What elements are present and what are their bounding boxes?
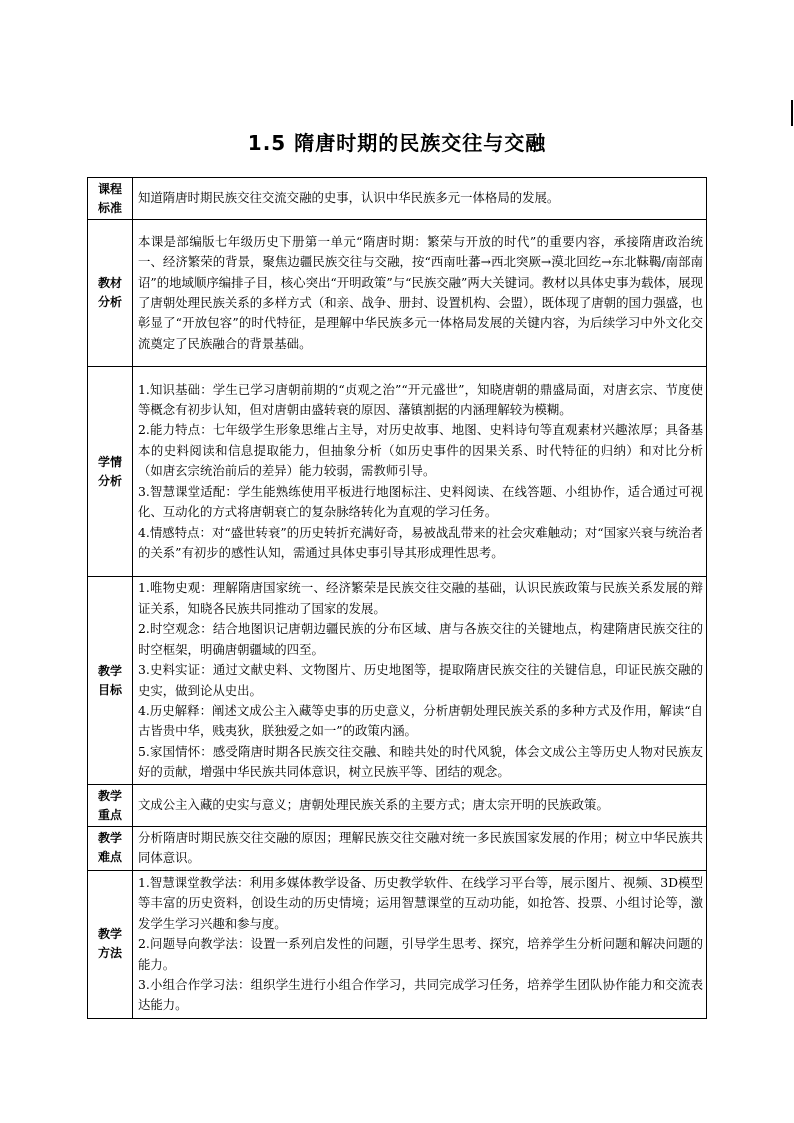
row-label [88,870,133,1018]
content-paragraph: 分析隋唐时期民族交往交融的原因；理解民族交往交融对统一多民族国家发展的作用；树立中华民族共同体意识。 [138,830,703,866]
lesson-plan-table [87,177,707,1019]
row-label-line: 难点 [97,850,122,865]
row-label-line: 课程 [97,181,122,196]
row-label [88,220,133,367]
row-label-line: 教学 [97,663,122,678]
textbook-analysis-row [88,220,707,367]
row-content [133,785,707,827]
row-content [133,178,707,220]
content-paragraph: 2.时空观念：结合地图识记唐朝边疆民族的分布区域、唐与各族交往的关键地点，构建隋唐民族交往的时空框架，明确唐朝疆域的四至。 [138,621,703,657]
student-analysis-row [88,367,707,577]
content-paragraph: 4.情感特点：对“盛世转衰”的历史转折充满好奇，易被战乱带来的社会灾难触动；对“国家兴衰与统治者的关系”有初步的感性认知，需通过具体史事引导其形成理性思考。 [138,524,703,560]
row-label-line: 学情 [97,454,122,469]
row-content [133,827,707,871]
row-label-line: 分析 [97,295,122,309]
content-paragraph: 1.智慧课堂教学法：利用多媒体教学设备、历史教学软件、在线学习平台等，展示图片、视频、3D模型等丰富的历史资料，创设生动的历史情境；运用智慧课堂的互动功能，如抢答、投票、小组讨论等，激发学生学习兴趣和参与度。 [138,874,703,931]
row-label-line: 教学 [97,788,122,803]
row-content [133,367,707,577]
row-label-line: 教学 [97,927,122,942]
row-content [133,577,707,785]
row-label [88,785,133,827]
row-label-line: 方法 [97,946,122,961]
content-paragraph: 1.知识基础：学生已学习唐朝前期的“贞观之治”“开元盛世”，知晓唐朝的鼎盛局面，对唐玄宗、节度使等概念有初步认知，但对唐朝由盛转衰的原因、藩镇割据的内涵理解较为模糊。 [138,381,703,418]
row-content [133,870,707,1018]
teaching-methods-row [88,870,707,1018]
row-label [88,178,133,220]
row-label [88,367,133,577]
row-label-line: 分析 [97,473,122,488]
content-paragraph: 2.能力特点：七年级学生形象思维占主导，对历史故事、地图、史料诗句等直观素材兴趣浓厚；具备基本的史料阅读和信息提取能力，但抽象分析（如历史事件的因果关系、时代特征的归纳）和对比分析（如唐玄宗统治前后的差异）能力较弱，需教师引导。 [138,422,703,479]
content-paragraph: 文成公主入藏的史实与意义；唐朝处理民族关系的主要方式；唐太宗开明的民族政策。 [138,797,609,813]
content-paragraph: 知道隋唐时期民族交往交流交融的史事，认识中华民族多元一体格局的发展。 [138,190,560,206]
content-paragraph: 2.问题导向教学法：设置一系列启发性的问题，引导学生思考、探究，培养学生分析问题和解决问题的能力。 [138,936,703,972]
row-label-line: 目标 [97,682,122,697]
row-label-line: 标准 [97,200,122,215]
row-label-line: 重点 [97,807,122,822]
row-content [133,220,707,367]
row-label [88,827,133,871]
row-label-line: 教学 [97,831,122,846]
content-paragraph: 4.历史解释：阐述文成公主入藏等史事的历史意义，分析唐朝处理民族关系的多种方式及作用，解读“自古皆贵中华，贱夷狄，朕独爱之如一”的政策内涵。 [138,702,703,739]
course-standard-row [88,178,707,220]
teaching-goals-row [88,577,707,785]
margin-mark [791,100,793,126]
row-label-line: 教材 [97,276,122,290]
key-points-row [88,785,707,827]
content-paragraph: 1.唯物史观：理解隋唐国家统一、经济繁荣是民族交往交融的基础，认识民族政策与民族关系发展的辩证关系，知晓各民族共同推动了国家的发展。 [138,580,703,616]
content-paragraph: 5.家国情怀：感受隋唐时期各民族交往交融、和睦共处的时代风貌，体会文成公主等历史人物对民族友好的贡献，增强中华民族共同体意识，树立民族平等、团结的观念。 [138,743,703,780]
difficult-points-row [88,827,707,871]
content-paragraph: 3.智慧课堂适配：学生能熟练使用平板进行地图标注、史料阅读、在线答题、小组协作，适合通过可视化、互动化的方式将唐朝衰亡的复杂脉络转化为直观的学习任务。 [138,483,703,520]
content-paragraph: 本课是部编版七年级历史下册第一单元“隋唐时期：繁荣与开放的时代”的重要内容，承接隋唐政治统一、经济繁荣的背景，聚焦边疆民族交往与交融，按“西南吐蕃→西北突厥→漠北回纥→东北靺鞨/南部南诏”的地域顺序编排子目，核心突出“开明政策”与“民族交融”两大关键词。教材以具体史事为载体，展现了唐朝处理民族关系的多样方式（和亲、战争、册封、设置机构、会盟），既体现了唐朝的国力强盛，也彰显了“开放包容”的时代特征，是理解中华民族多元一体格局发展的关键内容，为后续学习中外文化交流奠定了民族融合的背景基础。 [138,233,703,351]
content-paragraph: 3.小组合作学习法：组织学生进行小组合作学习，共同完成学习任务，培养学生团队协作能力和交流表达能力。 [138,976,703,1013]
page-title: 1.5 隋唐时期的民族交往与交融 [247,131,547,155]
content-paragraph: 3.史料实证：通过文献史料、文物图片、历史地图等，提取隋唐民族交往的关键信息，印证民族交融的史实，做到论从史出。 [138,662,703,698]
row-label [88,577,133,785]
